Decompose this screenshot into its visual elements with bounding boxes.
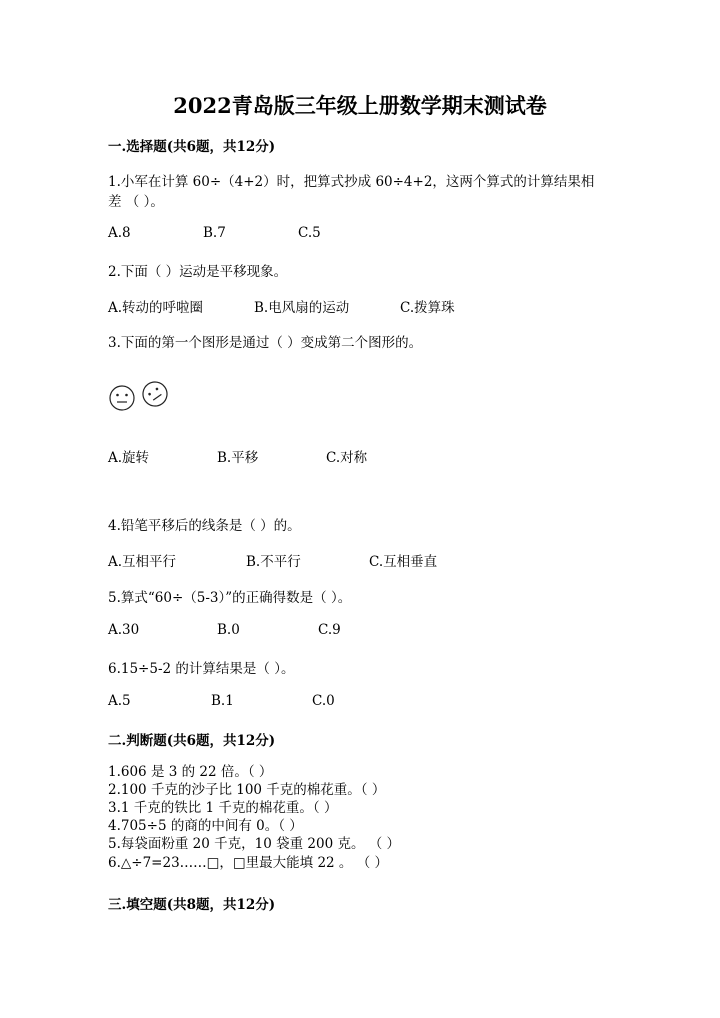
question-2-text: 2.下面（ ）运动是平移现象。	[108, 264, 288, 280]
question-4-option-c: C.互相垂直	[369, 554, 438, 570]
question-5-option-b: B.0	[217, 622, 240, 638]
question-5-option-a: A.30	[108, 622, 140, 638]
question-3-option-a: A.旋转	[108, 450, 150, 466]
question-3-figure	[108, 380, 172, 412]
question-1-option-b: B.7	[203, 225, 226, 241]
judge-item-1: 1.606 是 3 的 22 倍。（ ）	[108, 764, 273, 780]
question-6-option-b: B.1	[211, 693, 234, 709]
rotated-smiley-face-icon	[138, 380, 171, 411]
question-6-text: 6.15÷5-2 的计算结果是（ ）。	[108, 661, 295, 677]
question-2-option-a: A.转动的呼啦圈	[108, 300, 204, 316]
judge-item-2: 2.100 千克的沙子比 100 千克的棉花重。（ ）	[108, 782, 386, 798]
exam-title: 2022青岛版三年级上册数学期末测试卷	[173, 93, 547, 118]
question-1-line-1: 1.小军在计算 60÷（4+2）时，把算式抄成 60÷4+2，这两个算式的计算结果相	[108, 174, 595, 190]
question-1-option-a: A.8	[108, 225, 131, 241]
smiley-face-icon	[110, 386, 134, 410]
judge-item-6: 6.△÷7=23……□，□里最大能填 22 。 （ ）	[108, 855, 389, 871]
question-5-text: 5.算式“60÷（5-3）”的正确得数是（ ）。	[108, 590, 352, 606]
question-3-option-c: C.对称	[326, 450, 368, 466]
section-heading-judge: 二.判断题(共6题，共12分)	[108, 733, 276, 749]
question-6-option-a: A.5	[108, 693, 131, 709]
question-4-option-a: A.互相平行	[108, 554, 177, 570]
judge-item-5: 5.每袋面粉重 20 千克，10 袋重 200 克。 （ ）	[108, 836, 401, 852]
section-heading-fill: 三.填空题(共8题，共12分)	[108, 897, 276, 913]
question-1-option-c: C.5	[298, 225, 321, 241]
section-heading-choice: 一.选择题(共6题，共12分)	[108, 139, 276, 155]
question-4-option-b: B.不平行	[246, 554, 301, 570]
question-3-option-b: B.平移	[217, 450, 259, 466]
judge-item-3: 3.1 千克的铁比 1 千克的棉花重。（ ）	[108, 800, 338, 816]
question-4-text: 4.铅笔平移后的线条是（ ）的。	[108, 518, 301, 534]
question-6-option-c: C.0	[312, 693, 335, 709]
question-3-text: 3.下面的第一个图形是通过（ ）变成第二个图形的。	[108, 335, 423, 351]
question-2-option-c: C.拨算珠	[400, 300, 455, 316]
question-2-option-b: B.电风扇的运动	[254, 300, 350, 316]
question-5-option-c: C.9	[318, 622, 341, 638]
judge-item-4: 4.705÷5 的商的中间有 0。（ ）	[108, 818, 303, 834]
question-1-line-2: 差 （ ）。	[108, 194, 164, 210]
